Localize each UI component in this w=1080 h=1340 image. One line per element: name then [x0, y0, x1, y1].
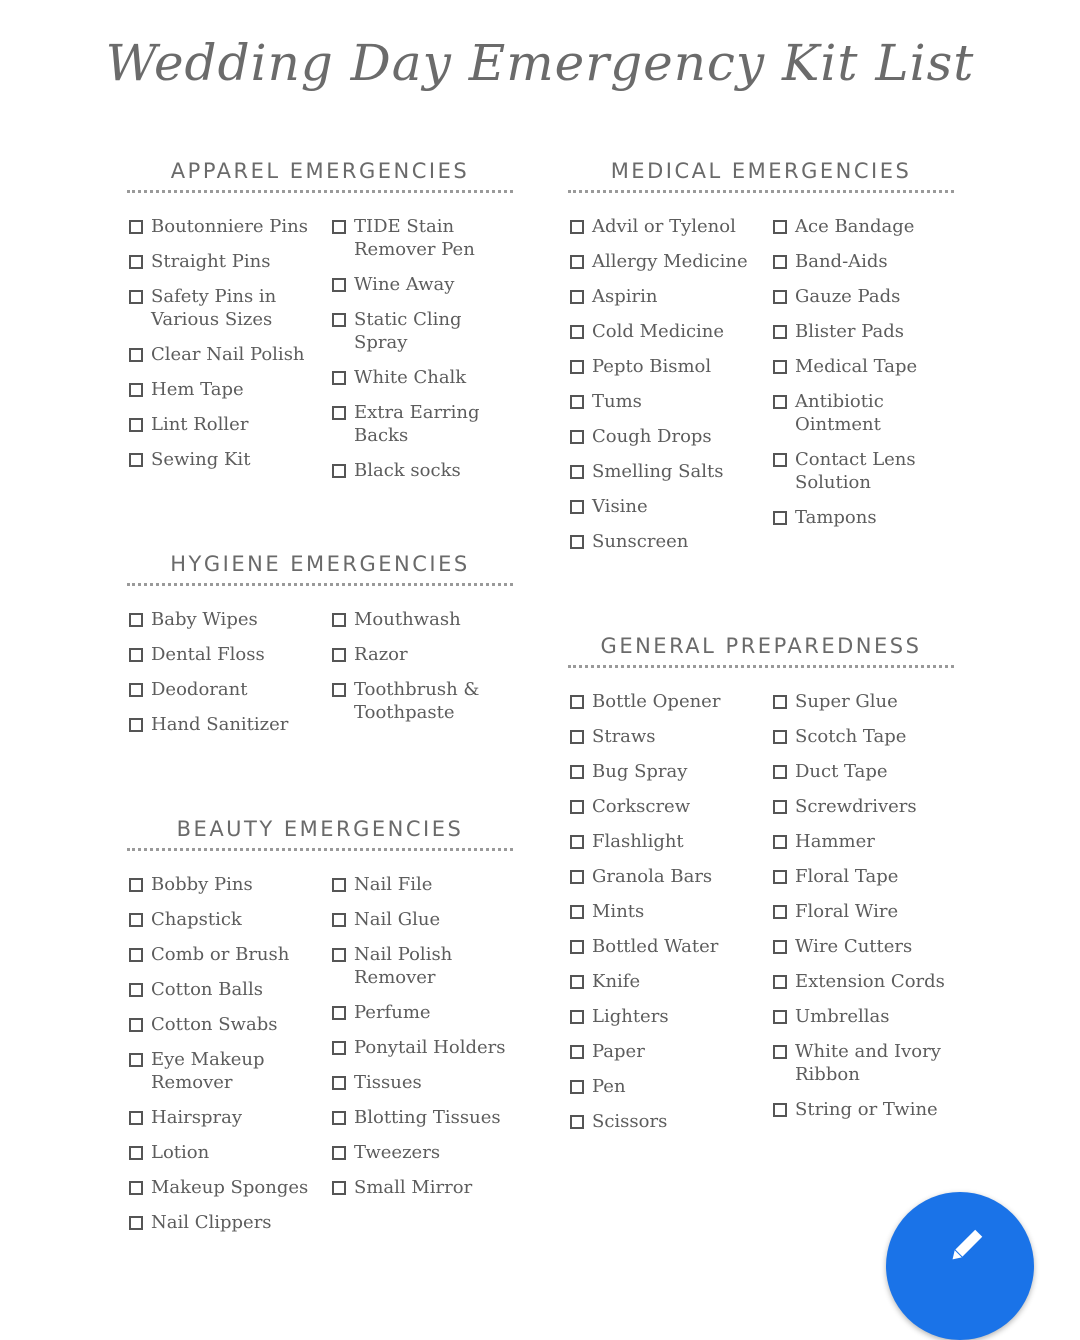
section-columns — [568, 215, 954, 565]
checklist-item — [330, 1001, 513, 1024]
checkbox[interactable] — [129, 1053, 143, 1067]
checklist-column-right — [330, 873, 513, 1246]
section-apparel — [127, 156, 513, 494]
checkbox[interactable] — [570, 835, 584, 849]
checkbox[interactable] — [129, 983, 143, 997]
checklist-item — [127, 1013, 330, 1036]
checklist-item-label: Mouthwash — [354, 609, 461, 630]
checklist-item — [568, 390, 771, 413]
checkbox[interactable] — [570, 765, 584, 779]
checklist-item — [127, 413, 330, 436]
checkbox[interactable] — [332, 1146, 346, 1160]
checklist-item — [127, 643, 330, 666]
checkbox[interactable] — [129, 453, 143, 467]
checklist-item-label: Extension Cords — [795, 971, 945, 992]
checkbox[interactable] — [570, 800, 584, 814]
checkbox[interactable] — [332, 406, 346, 420]
checklist-item-label: Advil or Tylenol — [592, 216, 736, 237]
checkbox[interactable] — [773, 800, 787, 814]
checklist-item — [127, 713, 330, 736]
checklist-item — [771, 355, 954, 378]
checklist-item — [127, 1141, 330, 1164]
checklist-item — [127, 343, 330, 366]
checklist-item — [127, 873, 330, 896]
checklist-item — [771, 725, 954, 748]
checklist-item — [568, 970, 771, 993]
checklist-item — [127, 215, 330, 238]
checklist-item — [771, 935, 954, 958]
checklist-item — [330, 1106, 513, 1129]
checkbox[interactable] — [773, 511, 787, 525]
checklist-item-label: Hem Tape — [151, 379, 244, 400]
checklist-item-label: Small Mirror — [354, 1177, 473, 1198]
checkbox[interactable] — [773, 695, 787, 709]
checkbox[interactable] — [773, 730, 787, 744]
checklist-item-label: Cough Drops — [592, 426, 712, 447]
checkbox[interactable] — [773, 765, 787, 779]
checklist-item-label: Hairspray — [151, 1107, 243, 1128]
checklist-item — [568, 1040, 771, 1063]
checkbox[interactable] — [773, 1045, 787, 1059]
checkbox[interactable] — [570, 730, 584, 744]
checklist-item — [330, 366, 513, 389]
checklist-item-label: Blister Pads — [795, 321, 904, 342]
checkbox[interactable] — [570, 695, 584, 709]
section-columns — [568, 690, 954, 1145]
checkbox[interactable] — [129, 1216, 143, 1230]
checklist-item — [568, 1005, 771, 1028]
checklist-item-label: Tissues — [354, 1072, 422, 1093]
checkbox[interactable] — [129, 878, 143, 892]
checklist-item-label: Visine — [592, 496, 648, 517]
checklist-item-label: Static Cling Spray — [354, 309, 462, 353]
checkbox[interactable] — [129, 348, 143, 362]
checklist-item — [568, 760, 771, 783]
section-general — [568, 631, 954, 1145]
checklist-item — [127, 448, 330, 471]
checklist-item-label: Cold Medicine — [592, 321, 725, 342]
checklist-item — [771, 215, 954, 238]
checklist-column-right — [330, 215, 513, 494]
checkbox[interactable] — [332, 1181, 346, 1195]
checklist-item-label: Bobby Pins — [151, 874, 253, 895]
checklist-item — [330, 608, 513, 631]
checklist-item-label: Nail Polish Remover — [354, 944, 453, 988]
checklist-item — [330, 873, 513, 896]
checklist-item-label: Razor — [354, 644, 408, 665]
checklist-item-label: Umbrellas — [795, 1006, 890, 1027]
checklist-item-label: Sewing Kit — [151, 449, 251, 470]
checkbox[interactable] — [570, 975, 584, 989]
checkbox[interactable] — [129, 1111, 143, 1125]
section-columns — [127, 608, 513, 748]
checklist-item — [568, 460, 771, 483]
checklist-item — [127, 908, 330, 931]
checklist-item-label: Toothbrush & Toothpaste — [354, 679, 480, 723]
checklist-item-label: Super Glue — [795, 691, 898, 712]
checklist-item — [771, 285, 954, 308]
checkbox[interactable] — [129, 1181, 143, 1195]
checklist-item-label: Pen — [592, 1076, 626, 1097]
checkbox[interactable] — [129, 1018, 143, 1032]
checklist-item — [127, 1106, 330, 1129]
checklist-item-label: Sunscreen — [592, 531, 689, 552]
checklist-item-label: Hand Sanitizer — [151, 714, 289, 735]
checklist-item — [330, 678, 513, 724]
checklist-item — [771, 506, 954, 529]
checkbox[interactable] — [570, 360, 584, 374]
checklist-item-label: Knife — [592, 971, 641, 992]
checklist-item-label: Hammer — [795, 831, 875, 852]
checklist-item-label: Black socks — [354, 460, 461, 481]
checklist-item-label: Comb or Brush — [151, 944, 290, 965]
section-beauty — [127, 814, 513, 1246]
checklist-item-label: Mints — [592, 901, 645, 922]
checklist-item-label: Baby Wipes — [151, 609, 258, 630]
checklist-item-label: Tampons — [795, 507, 877, 528]
checkbox[interactable] — [129, 220, 143, 234]
checklist-item — [568, 900, 771, 923]
checklist-item — [330, 908, 513, 931]
section-heading: HYGIENE EMERGENCIES — [127, 549, 513, 586]
checkbox[interactable] — [332, 1006, 346, 1020]
checklist-item-label: Wire Cutters — [795, 936, 913, 957]
checklist-item-label: Allergy Medicine — [592, 251, 748, 272]
checklist-item-label: Deodorant — [151, 679, 248, 700]
checkbox[interactable] — [570, 870, 584, 884]
checklist-item — [330, 943, 513, 989]
checkbox[interactable] — [570, 465, 584, 479]
section-columns — [127, 215, 513, 494]
checklist-item — [127, 1176, 330, 1199]
checklist-item — [771, 1005, 954, 1028]
checklist-item-label: Tums — [592, 391, 642, 412]
checklist-item-label: Smelling Salts — [592, 461, 724, 482]
checklist-item — [771, 448, 954, 494]
checkbox[interactable] — [129, 948, 143, 962]
checkbox[interactable] — [332, 913, 346, 927]
checklist-column-left — [127, 608, 330, 748]
checkbox[interactable] — [129, 1146, 143, 1160]
checklist-item-label: Band-Aids — [795, 251, 888, 272]
checklist-column-left — [127, 873, 330, 1246]
checklist-item-label: Cotton Swabs — [151, 1014, 278, 1035]
checkbox[interactable] — [570, 1115, 584, 1129]
checklist-item — [568, 690, 771, 713]
checklist-column-left — [568, 690, 771, 1145]
checklist-item — [330, 1036, 513, 1059]
checkbox[interactable] — [332, 683, 346, 697]
checkbox[interactable] — [570, 290, 584, 304]
checklist-item — [330, 308, 513, 354]
checkbox[interactable] — [570, 500, 584, 514]
checklist-item-label: Boutonniere Pins — [151, 216, 308, 237]
checkbox[interactable] — [332, 220, 346, 234]
checklist-item — [127, 608, 330, 631]
checkbox[interactable] — [570, 430, 584, 444]
checklist-column-right — [330, 608, 513, 748]
checklist-item — [127, 285, 330, 331]
checklist-item-label: Screwdrivers — [795, 796, 917, 817]
checklist-item — [330, 273, 513, 296]
checkbox[interactable] — [129, 683, 143, 697]
checkbox[interactable] — [332, 313, 346, 327]
checkbox[interactable] — [129, 290, 143, 304]
checklist-item-label: Lotion — [151, 1142, 210, 1163]
checkbox[interactable] — [570, 220, 584, 234]
section-heading: MEDICAL EMERGENCIES — [568, 156, 954, 193]
checklist-item-label: White and Ivory Ribbon — [795, 1041, 941, 1085]
checklist-item — [127, 250, 330, 273]
checklist-item — [330, 1071, 513, 1094]
checklist-item — [771, 970, 954, 993]
checkbox[interactable] — [773, 1103, 787, 1117]
checklist-item-label: TIDE Stain Remover Pen — [354, 216, 475, 260]
checklist-item-label: Granola Bars — [592, 866, 713, 887]
checklist-item — [568, 320, 771, 343]
checklist-item-label: Corkscrew — [592, 796, 691, 817]
checklist-item — [771, 690, 954, 713]
checklist-item-label: Bottle Opener — [592, 691, 721, 712]
section-heading: APPAREL EMERGENCIES — [127, 156, 513, 193]
checklist-item — [127, 1211, 330, 1234]
checkbox[interactable] — [570, 1045, 584, 1059]
checkbox[interactable] — [129, 613, 143, 627]
section-heading: BEAUTY EMERGENCIES — [127, 814, 513, 851]
checkbox[interactable] — [773, 835, 787, 849]
checkbox[interactable] — [129, 418, 143, 432]
checkbox[interactable] — [332, 1076, 346, 1090]
checkbox[interactable] — [570, 1080, 584, 1094]
checklist-item — [330, 643, 513, 666]
checklist-item-label: Ace Bandage — [795, 216, 915, 237]
checklist-item — [568, 795, 771, 818]
checklist-item-label: Dental Floss — [151, 644, 265, 665]
checkbox[interactable] — [129, 255, 143, 269]
checkbox[interactable] — [773, 940, 787, 954]
checklist-item — [771, 1040, 954, 1086]
checklist-item-label: Medical Tape — [795, 356, 918, 377]
checklist-item — [771, 795, 954, 818]
checklist-item-label: White Chalk — [354, 367, 467, 388]
checklist-item — [771, 1098, 954, 1121]
checklist-item-label: Antibiotic Ointment — [795, 391, 884, 435]
checkbox[interactable] — [773, 325, 787, 339]
section-medical — [568, 156, 954, 565]
checkbox[interactable] — [129, 718, 143, 732]
checkbox[interactable] — [129, 383, 143, 397]
checkbox[interactable] — [332, 1111, 346, 1125]
checkbox[interactable] — [773, 975, 787, 989]
checkbox[interactable] — [332, 1041, 346, 1055]
checklist-item-label: Wine Away — [354, 274, 455, 295]
checklist-item-label: Nail Glue — [354, 909, 441, 930]
checklist-column-right — [771, 215, 954, 565]
checklist-item-label: Contact Lens Solution — [795, 449, 916, 493]
checklist-item-label: Perfume — [354, 1002, 431, 1023]
checkbox[interactable] — [570, 940, 584, 954]
checklist-item — [127, 1048, 330, 1094]
checkbox[interactable] — [570, 1010, 584, 1024]
checklist-item — [330, 1176, 513, 1199]
checklist-item-label: Safety Pins in Various Sizes — [151, 286, 277, 330]
checkbox[interactable] — [570, 905, 584, 919]
checklist-item — [330, 1141, 513, 1164]
checkbox[interactable] — [332, 371, 346, 385]
checklist-item-label: Bottled Water — [592, 936, 719, 957]
checklist-item-label: Floral Wire — [795, 901, 899, 922]
checkbox[interactable] — [332, 648, 346, 662]
checklist-item — [771, 760, 954, 783]
checkbox[interactable] — [129, 913, 143, 927]
checklist-item — [771, 390, 954, 436]
checklist-item-label: Ponytail Holders — [354, 1037, 506, 1058]
checklist-item — [771, 865, 954, 888]
checklist-item-label: String or Twine — [795, 1099, 938, 1120]
checkbox[interactable] — [332, 613, 346, 627]
checklist-item — [568, 1075, 771, 1098]
section-hygiene — [127, 549, 513, 748]
checklist-item — [568, 285, 771, 308]
checklist-column-left — [568, 215, 771, 565]
checkbox[interactable] — [773, 290, 787, 304]
checklist-item — [568, 1110, 771, 1133]
checklist-item — [771, 830, 954, 853]
checkbox[interactable] — [773, 453, 787, 467]
checkbox[interactable] — [332, 278, 346, 292]
checklist-item-label: Scotch Tape — [795, 726, 907, 747]
edit-fab-button[interactable] — [886, 1192, 1034, 1340]
checklist-item — [771, 320, 954, 343]
checklist-item — [568, 355, 771, 378]
checklist-item — [568, 425, 771, 448]
checklist-item-label: Nail File — [354, 874, 433, 895]
checklist-item — [127, 943, 330, 966]
checklist-item-label: Duct Tape — [795, 761, 888, 782]
checkbox[interactable] — [570, 535, 584, 549]
checklist-item-label: Flashlight — [592, 831, 684, 852]
checklist-item-label: Paper — [592, 1041, 645, 1062]
checklist-item — [568, 530, 771, 553]
checkbox[interactable] — [773, 905, 787, 919]
checklist-item-label: Lint Roller — [151, 414, 249, 435]
checkbox[interactable] — [570, 325, 584, 339]
checkbox[interactable] — [570, 255, 584, 269]
checklist-item-label: Lighters — [592, 1006, 669, 1027]
checklist-item — [568, 935, 771, 958]
checkbox[interactable] — [773, 255, 787, 269]
checklist-item — [127, 378, 330, 401]
checklist-item-label: Cotton Balls — [151, 979, 263, 1000]
section-heading: GENERAL PREPAREDNESS — [568, 631, 954, 668]
checkbox[interactable] — [332, 464, 346, 478]
checkbox[interactable] — [570, 395, 584, 409]
checklist-item-label: Nail Clippers — [151, 1212, 272, 1233]
page-title: Wedding Day Emergency Kit List — [105, 34, 975, 92]
checklist-item-label: Straws — [592, 726, 656, 747]
checklist-item — [127, 978, 330, 1001]
checklist-item — [568, 830, 771, 853]
checklist-item — [330, 459, 513, 482]
checklist-item — [568, 865, 771, 888]
checklist-column-left — [127, 215, 330, 494]
checklist-item-label: Clear Nail Polish — [151, 344, 305, 365]
checklist-item — [127, 678, 330, 701]
checklist-item-label: Makeup Sponges — [151, 1177, 309, 1198]
checkbox[interactable] — [773, 220, 787, 234]
checklist-item — [568, 215, 771, 238]
checklist-item-label: Bug Spray — [592, 761, 688, 782]
checkbox[interactable] — [773, 1010, 787, 1024]
checkbox[interactable] — [773, 360, 787, 374]
checklist-item-label: Extra Earring Backs — [354, 402, 480, 446]
checklist-item-label: Gauze Pads — [795, 286, 901, 307]
checkbox[interactable] — [129, 648, 143, 662]
checklist-item-label: Aspirin — [592, 286, 658, 307]
checklist-item-label: Eye Makeup Remover — [151, 1049, 265, 1093]
section-columns — [127, 873, 513, 1246]
checkbox[interactable] — [773, 395, 787, 409]
checklist-item-label: Blotting Tissues — [354, 1107, 501, 1128]
checklist-item — [771, 900, 954, 923]
pencil-icon — [946, 1226, 986, 1266]
checklist-item-label: Straight Pins — [151, 251, 271, 272]
checklist-item-label: Chapstick — [151, 909, 242, 930]
checklist-item-label: Scissors — [592, 1111, 668, 1132]
checklist-item — [330, 215, 513, 261]
checklist-item-label: Floral Tape — [795, 866, 899, 887]
checklist-item — [568, 250, 771, 273]
checklist-item — [771, 250, 954, 273]
checklist-item-label: Pepto Bismol — [592, 356, 712, 377]
checklist-item — [568, 495, 771, 518]
checklist-item — [568, 725, 771, 748]
checklist-item-label: Tweezers — [354, 1142, 441, 1163]
checkbox[interactable] — [773, 870, 787, 884]
checkbox[interactable] — [332, 948, 346, 962]
checkbox[interactable] — [332, 878, 346, 892]
checklist-item — [330, 401, 513, 447]
checklist-column-right — [771, 690, 954, 1145]
